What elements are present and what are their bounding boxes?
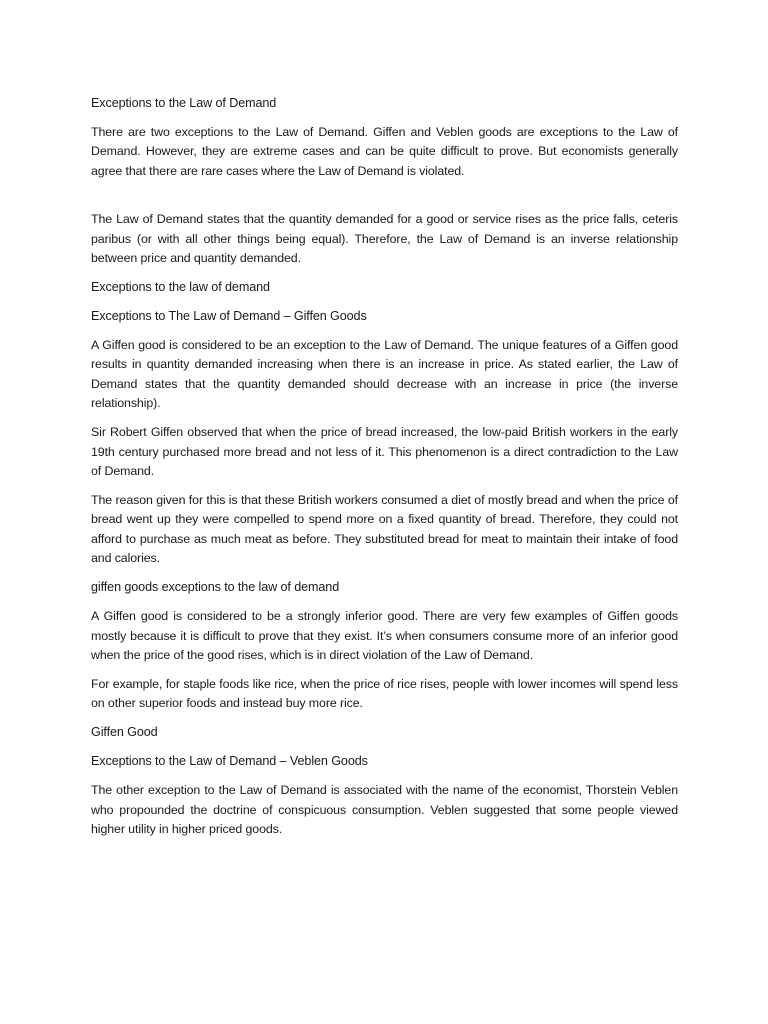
giffen-paragraph-2: Sir Robert Giffen observed that when the price of bread increased, the low-paid British workers in the early 19th century purchased more bread and not less of it. This phenomenon is a direct contradiction to the Law of Demand. <box>91 425 678 479</box>
giffen-paragraph-1: A Giffen good is considered to be an exception to the Law of Demand. The unique features of a Giffen good results in quantity demanded increasing when there is an increase in price. As stated earlier, the Law of Demand states that the quantity demanded should decrease with an increase in price (the inverse relationship). <box>91 338 678 411</box>
giffen-paragraph-5: For example, for staple foods like rice, when the price of rice rises, people with lower incomes will spend less on other superior foods and instead buy more rice. <box>91 677 678 711</box>
blank-line <box>91 191 678 210</box>
subheading-exceptions: Exceptions to the law of demand <box>91 280 270 295</box>
subheading-giffen-goods: Exceptions to The Law of Demand – Giffen Goods <box>91 309 367 324</box>
document-title: Exceptions to the Law of Demand <box>91 96 277 110</box>
giffen-paragraph-4: A Giffen good is considered to be a strongly inferior good. There are very few examples of Giffen goods mostly because it is difficult to prove that they exist. It’s when consumers consume more of an inferior good when the price of the good rises, which is in direct violation of the Law of Demand. <box>91 609 678 663</box>
subheading-giffen-good: Giffen Good <box>91 725 158 740</box>
document-page <box>91 94 678 849</box>
subheading-giffen-lowercase: giffen goods exceptions to the law of demand <box>91 580 340 595</box>
intro-paragraph: There are two exceptions to the Law of Demand. Giffen and Veblen goods are exceptions to the Law of Demand. However, they are extreme cases and can be quite difficult to prove. But economists generally agree that there are rare cases where the Law of Demand is violated. <box>91 125 678 178</box>
definition-paragraph: The Law of Demand states that the quantity demanded for a good or service rises as the price falls, ceteris paribus (or with all other things being equal). Therefore, the Law of Demand is an inverse relationship between price and quantity demanded. <box>91 212 678 266</box>
veblen-paragraph-1: The other exception to the Law of Demand is associated with the name of the economist, Thorstein Veblen who propounded the doctrine of conspicuous consumption. Veblen suggested that some people viewed higher utility in higher priced goods. <box>91 783 678 837</box>
giffen-paragraph-3: The reason given for this is that these British workers consumed a diet of mostly bread and when the price of bread went up they were compelled to spend more on a fixed quantity of bread. Therefore, they could not afford to purchase as much meat as before. They substituted bread for meat to maintain their intake of food and calories. <box>91 493 678 566</box>
subheading-veblen-goods: Exceptions to the Law of Demand – Veblen Goods <box>91 754 368 769</box>
